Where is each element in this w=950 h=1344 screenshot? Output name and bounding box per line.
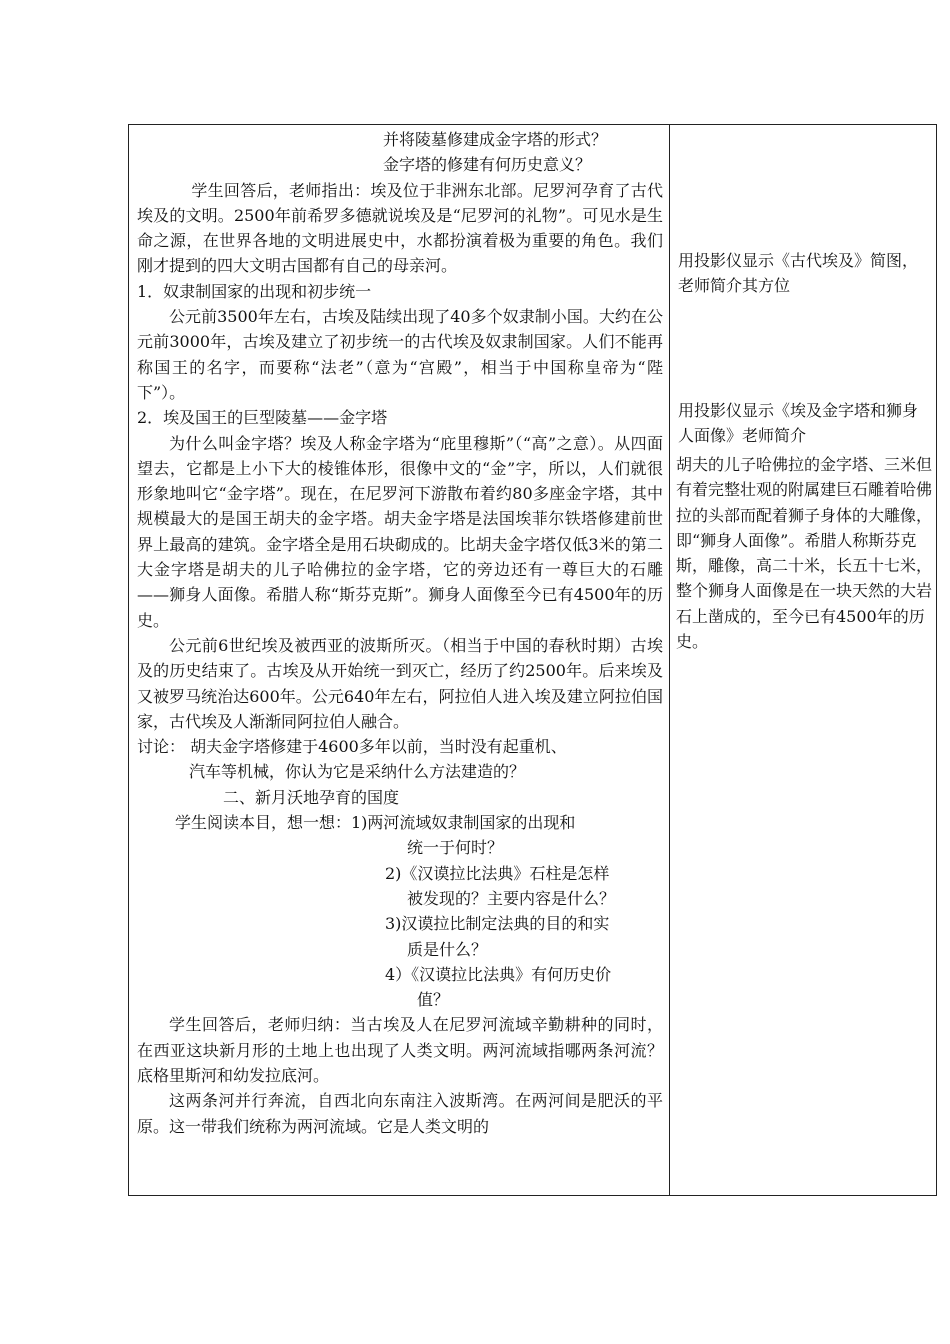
reading-question: 学生阅读本目，想一想：1)两河流域奴隶制国家的出现和 <box>175 813 576 833</box>
discussion-line: 汽车等机械，你认为它是采纳什么方法建造的？ <box>189 762 526 782</box>
teaching-content-column <box>137 127 663 1139</box>
question-line: 金字塔的修建有何历史意义？ <box>383 155 592 175</box>
reading-question: 3)汉谟拉比制定法典的目的和实 <box>385 914 610 934</box>
paragraph-intro: 学生回答后，老师指出：埃及位于非洲东北部。尼罗河孕育了古代埃及的文明。2500年前希罗多德就说埃及是“尼罗河的礼物”。可见水是生命之源，在世界各地的文明进展史中，水都扮演着极为重要的角色。我们刚才提到的四大文明古国都有自己的母亲河。 <box>137 180 663 276</box>
heading-slavery-state: 1．奴隶制国家的出现和初步统一 <box>137 281 372 301</box>
paragraph-persia: 公元前6世纪埃及被西亚的波斯所灭。（相当于中国的春秋时期）古埃及的历史结束了。古埃及从开始统一到灭亡，经历了约2500年。后来埃及又被罗马统治达600年。公元640年左右，阿拉伯人进入埃及建立阿拉伯国家，古代埃及人渐渐同阿拉伯人融合。 <box>137 635 663 731</box>
heading-pyramid: 2．埃及国王的巨型陵墓——金字塔 <box>137 408 388 428</box>
lesson-table <box>128 124 937 1196</box>
paragraph-rivers: 这两条河并行奔流，自西北向东南注入波斯湾。在两河间是肥沃的平原。这一带我们统称为两河流域。它是人类文明的 <box>137 1091 663 1136</box>
reading-question: 值？ <box>417 990 450 1010</box>
paragraph-pyramid: 为什么叫金字塔？埃及人称金字塔为“庇里穆斯”（“高”之意）。从四面望去，它都是上小下大的棱锥体形，很像中文的“金”字，所以，人们就很形象地叫它“金字塔”。现在，在尼罗河下游散布着约80多座金字塔，其中规模最大的是国王胡夫的金字塔。胡夫金字塔是法国埃菲尔铁塔修建前世界上最高的建筑。金字塔全是用石块砌成的。比胡夫金字塔仅低3米的第二大金字塔是胡夫的儿子哈佛拉的金字塔，它的旁边还有一尊巨大的石雕——狮身人面像。希腊人称“斯芬克斯”。狮身人面像至今已有4500年的历史。 <box>137 433 663 630</box>
paragraph-summary: 学生回答后，老师归纳：当古埃及人在尼罗河流域辛勤耕种的同时，在西亚这块新月形的土地上也出现了人类文明。两河流域指哪两条河流？底格里斯河和幼发拉底河。 <box>137 1015 663 1085</box>
overflow-text-block <box>676 452 936 654</box>
note-egypt-map: 用投影仪显示《古代埃及》简图，老师简介其方位 <box>678 251 919 296</box>
note-pyramid-sphinx: 用投影仪显示《埃及金字塔和狮身人面像》老师简介 <box>678 401 919 446</box>
reading-question: 质是什么？ <box>407 939 488 959</box>
discussion-line: 讨论： 胡夫金字塔修建于4600多年以前，当时没有起重机、 <box>137 737 567 757</box>
reading-question: 4）《汉谟拉比法典》有何历史价 <box>385 964 612 984</box>
reading-question: 2)《汉谟拉比法典》石柱是怎样 <box>385 863 610 883</box>
question-line: 并将陵墓修建成金字塔的形式？ <box>383 130 608 149</box>
column-divider <box>669 125 670 1195</box>
overflow-text: 胡夫的儿子哈佛拉的金字塔、三米但有着完整壮观的附属建巨石雕着哈佛拉的头部而配着狮子身体的大雕像，即“狮身人面像”。希腊人称斯芬克斯，雕像，高二十米，长五十七米，整个狮身人面像是在一块天然的大岩石上凿成的，至今已有4500年的历史。 <box>676 455 933 652</box>
section-heading: 二、新月沃地孕育的国度 <box>223 787 400 807</box>
paragraph-slavery-state: 公元前3500年左右，古埃及陆续出现了40多个奴隶制小国。大约在公元前3000年，古埃及建立了初步统一的古代埃及奴隶制国家。人们不能再称国王的名字，而要称“法老”（意为“宫殿”，相当于中国称皇帝为“陛下”）。 <box>137 307 663 402</box>
reading-question: 被发现的？主要内容是什么？ <box>407 888 616 908</box>
reading-question: 统一于何时？ <box>407 838 504 858</box>
